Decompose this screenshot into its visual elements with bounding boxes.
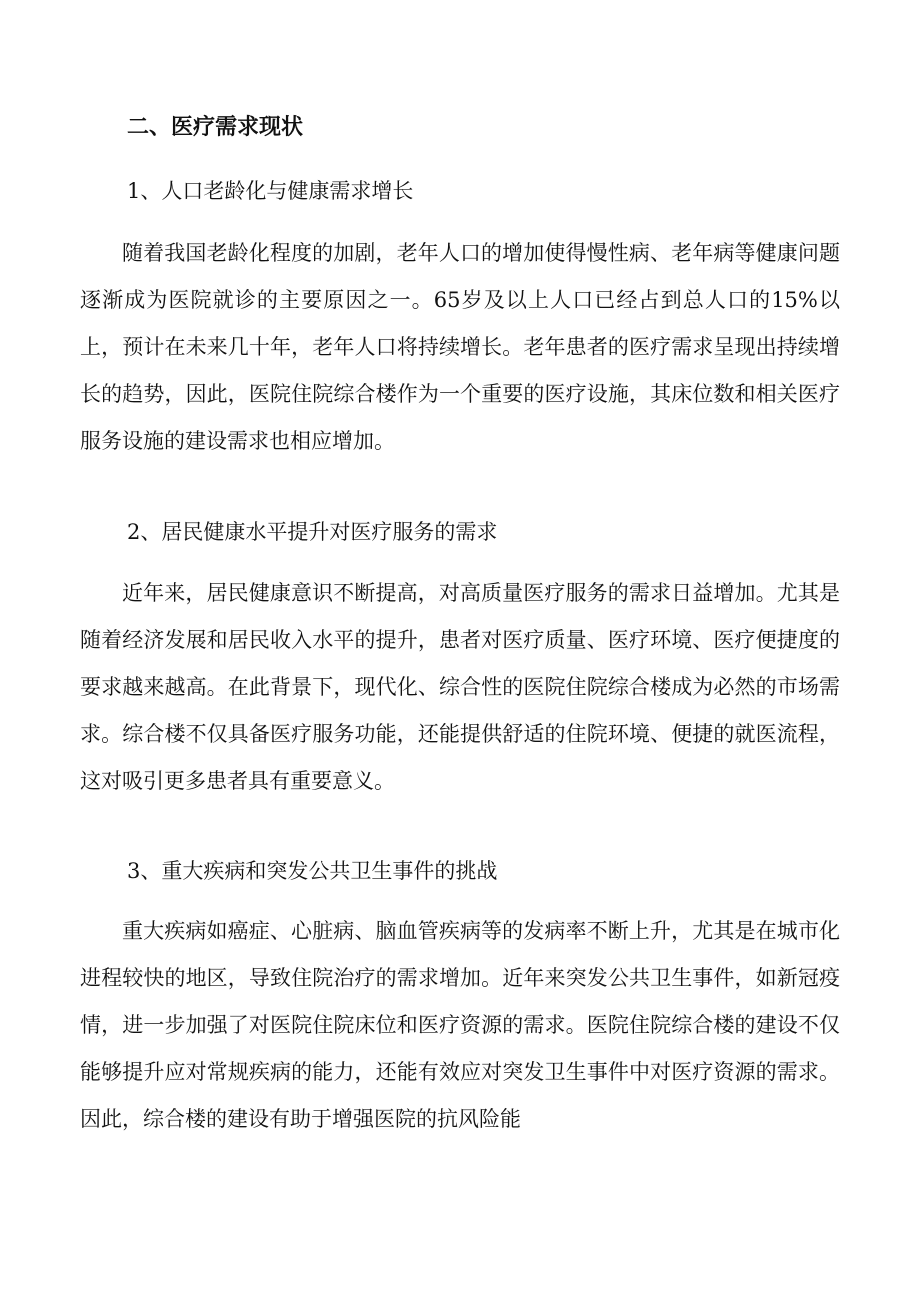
paragraph-3: 重大疾病如癌症、心脏病、脑血管疾病等的发病率不断上升，尤其是在城市化进程较快的地区，导致住院治疗的需求增加。近年来突发公共卫生事件，如新冠疫情，进一步加强了对医院住院床位和医疗资源的需求。医院住院综合楼的建设不仅能够提升应对常规疾病的能力，还能有效应对突发卫生事件中对医疗资源的需求。因此，综合楼的建设有助于增强医院的抗风险能 [80, 919, 840, 1131]
section-heading: 二、医疗需求现状 [127, 114, 304, 140]
subsection-title-2: 2、居民健康水平提升对医疗服务的需求 [127, 520, 498, 544]
paragraph-2: 近年来，居民健康意识不断提高，对高质量医疗服务的需求日益增加。尤其是随着经济发展和居民收入水平的提升，患者对医疗质量、医疗环境、医疗便捷度的要求越来越高。在此背景下，现代化、综合性的医院住院综合楼成为必然的市场需求。综合楼不仅具备医疗服务功能，还能提供舒适的住院环境、便捷的就医流程，这对吸引更多患者具有重要意义。 [80, 581, 840, 793]
subsection-title-1: 1、人口老龄化与健康需求增长 [127, 179, 414, 203]
subsection-title-3: 3、重大疾病和突发公共卫生事件的挑战 [127, 859, 498, 883]
paragraph-1: 随着我国老龄化程度的加剧，老年人口的增加使得慢性病、老年病等健康问题逐渐成为医院就诊的主要原因之一。65岁及以上人口已经占到总人口的15%以上，预计在未来几十年，老年人口将持续增长。老年患者的医疗需求呈现出持续增长的趋势，因此，医院住院综合楼作为一个重要的医疗设施，其床位数和相关医疗服务设施的建设需求也相应增加。 [80, 241, 840, 453]
